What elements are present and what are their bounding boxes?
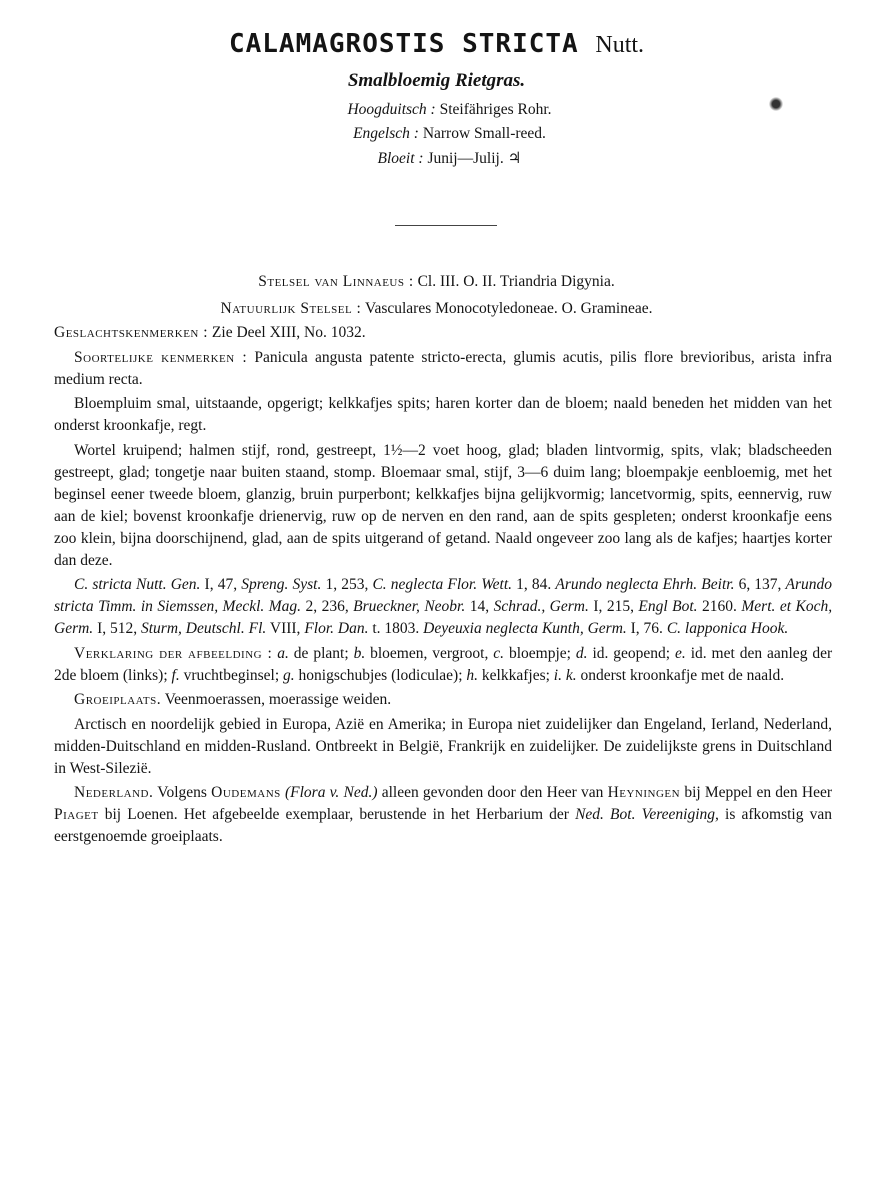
german-name: Steifähriges Rohr. <box>439 101 552 118</box>
species-name: CALAMAGROSTIS STRICTA <box>228 29 579 59</box>
synonym-ref: Arundo stricta Timm. in Siemssen, Meckl. Mag. <box>54 576 833 615</box>
figure-key-text: de plant; <box>293 644 349 662</box>
species-characters-label: Soortelijke kenmerken : <box>74 348 248 366</box>
synonym-ref: Brueckner, Neobr. <box>353 598 466 615</box>
synonym-ref: Flor. Dan. <box>304 620 369 637</box>
figure-key-text: onderst kroonkafje met de naald. <box>580 666 785 684</box>
figure-explanation-label: Verklaring der afbeelding : <box>74 644 273 662</box>
linnaeus-label: Stelsel van Linnaeus : <box>258 273 414 290</box>
linnaeus-system-line <box>0 271 873 293</box>
synonym-page: 1, 253, <box>325 576 369 593</box>
figure-key-text: bloempje; <box>508 644 571 662</box>
figure-key: a. <box>277 644 289 662</box>
synonym-page: I, 47, <box>204 576 238 593</box>
figure-key: h. <box>466 666 479 684</box>
netherlands-paragraph <box>54 782 832 848</box>
collector-name: Piaget <box>54 806 99 823</box>
genus-characters-line <box>54 322 832 344</box>
species-authority: Nutt. <box>595 32 645 58</box>
synonym-ref: Sturm, Deutschl. Fl. <box>140 620 267 637</box>
distribution-paragraph: Arctisch en noordelijk gebied in Europa, Azië en Amerika; in Europa niet zuidelijker dan Engeland, Ierland, Nederland, midden-Duitschland en midden-Rusland. Ontbreekt in België, Frankrijk en zuidelijker. De zuidelijkste grens in Duitschland in West-Silezië. <box>54 715 832 777</box>
description-paragraph-1: Bloempluim smal, uitstaande, opgerigt; kelkkafjes spits; haren korter dan de bloem; naald beneden het midden van het onderst kroonkafje, regt. <box>54 395 832 434</box>
figure-key: e. <box>675 644 686 662</box>
synonym-ref: Arundo neglecta Ehrh. Beitr. <box>555 576 735 593</box>
figure-explanation-paragraph <box>54 643 832 687</box>
synonym-ref: Mert. et Koch, Germ. <box>54 598 833 637</box>
figure-key-text: bloemen, vergroot, <box>370 644 489 662</box>
genus-characters-value: Zie Deel XIII, No. 1032. <box>211 324 366 341</box>
english-label: Engelsch : <box>353 125 419 142</box>
linnaeus-value: Cl. III. O. II. Triandria Digynia. <box>417 273 615 290</box>
synonym-ref: Spreng. Syst. <box>241 576 322 593</box>
synonym-page: 6, 137, <box>738 576 782 593</box>
synonym-page: 14, <box>469 598 490 615</box>
bloom-value: Junij—Julij. ♃ <box>427 150 522 167</box>
figure-key: d. <box>575 644 588 662</box>
habitat-paragraph <box>54 689 832 711</box>
author-name: Oudemans <box>211 784 281 801</box>
figure-key-text: kelkkafjes; <box>481 666 550 684</box>
synonym-ref: C. lapponica Hook. <box>666 620 789 637</box>
bloom-line <box>0 148 873 170</box>
synonym-page: t. 1803. <box>372 620 420 637</box>
collector-name: Heyningen <box>607 784 681 801</box>
netherlands-label: Nederland. <box>74 784 154 801</box>
ink-speck <box>769 97 783 111</box>
figure-key: g. <box>283 666 295 684</box>
english-name: Narrow Small-reed. <box>422 125 546 142</box>
habitat-label: Groeiplaats. <box>74 691 162 708</box>
netherlands-text: alleen gevonden door den Heer van <box>381 784 604 801</box>
figure-key: i. k. <box>553 666 577 684</box>
synonym-page: I, 512, <box>97 620 138 637</box>
synonym-page: I, 215, <box>593 598 634 615</box>
figure-key-text: id. geopend; <box>592 644 671 662</box>
flora-reference: (Flora v. Ned.) <box>284 784 378 801</box>
society-name: Ned. Bot. Vereeniging, <box>575 806 719 823</box>
dutch-common-name: Smalbloemig Rietgras. <box>347 70 526 91</box>
genus-characters-label: Geslachtskenmerken : <box>54 324 209 341</box>
bloom-label: Bloeit : <box>377 150 424 167</box>
netherlands-text: bij Loenen. Het afgebeelde exemplaar, berustende in het Herbarium der <box>104 806 569 823</box>
natural-system-line <box>0 298 873 320</box>
natural-system-value: Vasculares Monocotyledoneae. O. Gramineae. <box>364 300 653 317</box>
page-title <box>0 26 873 63</box>
synonym-page: 2160. <box>702 598 737 615</box>
synonym-page: 2, 236, <box>305 598 349 615</box>
german-name-line <box>0 99 873 121</box>
species-characters-text: Panicula angusta patente stricto-erecta, glumis acutis, pilis flore brevioribus, arista infra medium recta. <box>54 348 833 388</box>
figure-key: b. <box>353 644 366 662</box>
synonym-ref: Engl Bot. <box>638 598 698 615</box>
synonyms-paragraph <box>54 574 832 640</box>
figure-key: f. <box>171 666 180 684</box>
synonym-page: VIII, <box>269 620 301 637</box>
figure-key-text: id. met den aanleg der 2de bloem (links); <box>54 644 833 684</box>
synonym-page: 1, 84. <box>516 576 552 593</box>
netherlands-text: bij Meppel en den Heer <box>684 784 833 801</box>
netherlands-text: Volgens <box>157 784 207 801</box>
species-characters-paragraph <box>54 347 832 391</box>
figure-key: c. <box>493 644 505 662</box>
synonym-page: I, 76. <box>630 620 663 637</box>
english-name-line <box>0 123 873 145</box>
netherlands-text: is afkomstig van eerstgenoemde groeiplaats. <box>54 806 832 845</box>
figure-key-text: vruchtbeginsel; <box>183 666 280 684</box>
german-label: Hoogduitsch : <box>347 101 436 118</box>
figure-key-text: honigschubjes (lodiculae); <box>298 666 463 684</box>
main-text <box>54 322 832 851</box>
description-paragraph-2: Wortel kruipend; halmen stijf, rond, gestreept, 1½—2 voet hoog, glad; bladen lintvormig, spits, vlak; bladscheeden gestreept, glad; tongetje naar buiten staand, stomp. Bloemaar smal, stijf, 3—6 duim lang; bloempakje eenbloemig, met het beginsel eener tweede bloem, glanzig, bruin purperbont; kelkkafjes bijna gelijkvormig; lancetvormig, spits, eennervig, ruw aan de kiel; bovenst kroonkafje drienervig, ruw op de nerven en den rand, aan de spits gespleten; onderst kroonkafje eens zoo klein, bijna doorschijnend, glad, aan de spits uitgerand of getand. Naald ongeveer zoo lang als de kafjes; haartjes korter dan deze. <box>54 441 832 569</box>
synonym-ref: Schrad., Germ. <box>493 598 589 615</box>
habitat-text: Veenmoerassen, moerassige weiden. <box>164 691 392 708</box>
synonym-ref: C. stricta Nutt. Gen. <box>74 576 201 593</box>
synonym-ref: Deyeuxia neglecta Kunth, Germ. <box>423 620 627 637</box>
section-divider <box>395 225 497 226</box>
natural-system-label: Natuurlijk Stelsel : <box>220 300 362 317</box>
synonym-ref: C. neglecta Flor. Wett. <box>372 576 513 593</box>
